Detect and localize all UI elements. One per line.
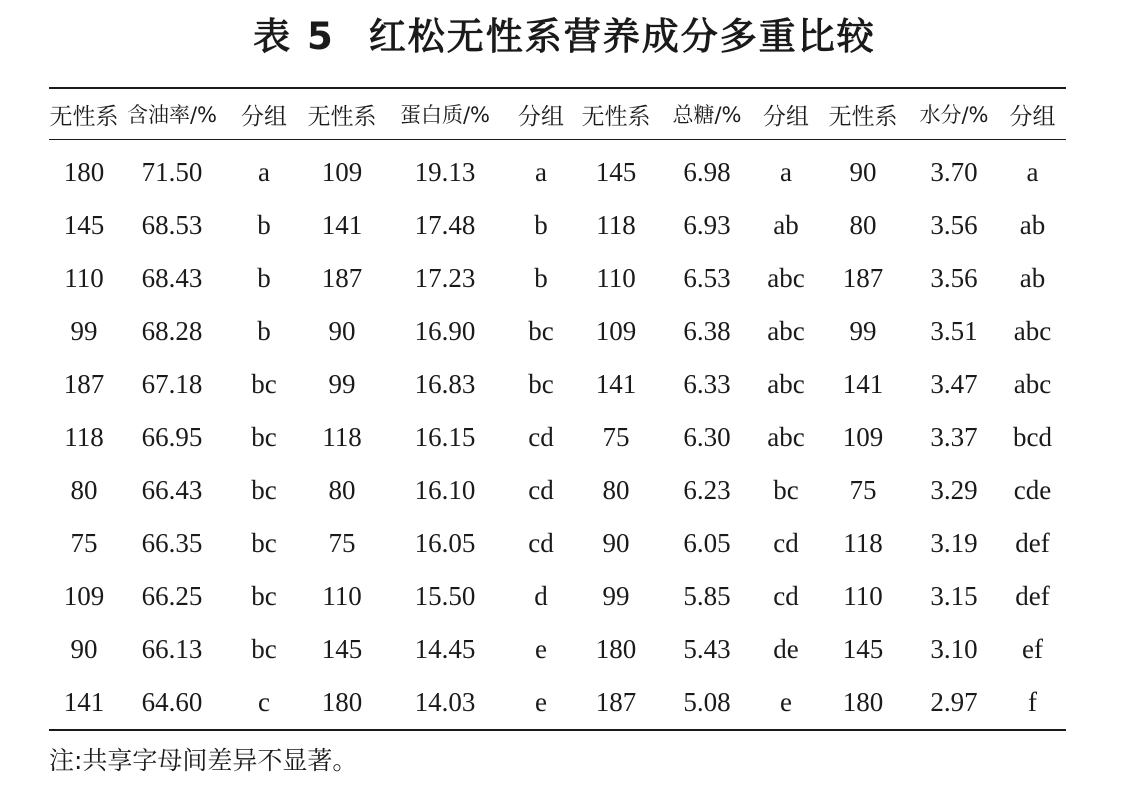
table-cell: a — [258, 157, 270, 187]
table-cell: 66.95 — [141, 422, 203, 452]
table-cell: 67.18 — [141, 369, 203, 399]
column-header: 无性系 — [307, 103, 377, 130]
table-cell: 99 — [70, 316, 98, 346]
table-cell: de — [773, 634, 799, 664]
table-cell: 90 — [849, 157, 877, 187]
table-cell: e — [535, 634, 547, 664]
table-cell: 80 — [328, 475, 356, 505]
table-cell: 16.83 — [414, 369, 476, 399]
table-cell: 5.85 — [683, 581, 731, 611]
table-cell: 145 — [63, 210, 105, 240]
table-cell: 16.05 — [414, 528, 476, 558]
table-row — [49, 199, 1066, 252]
table-cell: 17.23 — [414, 263, 476, 293]
table-cell: bc — [251, 422, 277, 452]
table-cell: 141 — [842, 369, 884, 399]
table-cell: 66.43 — [141, 475, 203, 505]
table-cell: 3.29 — [930, 475, 978, 505]
column-header: 分组 — [1009, 103, 1056, 130]
table-cell: 66.25 — [141, 581, 203, 611]
table-cell: a — [535, 157, 547, 187]
table-number: 表 5 — [253, 15, 335, 58]
table-cell: 6.93 — [683, 210, 731, 240]
table-row — [49, 358, 1066, 411]
table-title — [0, 12, 1129, 62]
table-cell: 180 — [63, 157, 105, 187]
table-cell: 187 — [595, 687, 637, 717]
table-cell: def — [1015, 581, 1050, 611]
table-cell: 3.47 — [930, 369, 978, 399]
table-cell: 6.53 — [683, 263, 731, 293]
table-cell: abc — [767, 316, 805, 346]
table-row — [49, 140, 1066, 200]
table-cell: abc — [767, 263, 805, 293]
table-cell: 66.13 — [141, 634, 203, 664]
column-header: 无性系 — [49, 103, 119, 130]
table-cell: 66.35 — [141, 528, 203, 558]
table-cell: 75 — [849, 475, 877, 505]
table-cell: 145 — [595, 157, 637, 187]
table-cell: 17.48 — [414, 210, 476, 240]
table-cell: 6.98 — [683, 157, 731, 187]
table-cell: ab — [1019, 263, 1046, 293]
table-cell: 180 — [321, 687, 363, 717]
comparison-table — [49, 87, 1066, 731]
table-cell: 14.45 — [414, 634, 476, 664]
table-cell: def — [1015, 528, 1050, 558]
table-cell: 64.60 — [141, 687, 203, 717]
table-cell: 3.10 — [930, 634, 978, 664]
table-cell: 90 — [328, 316, 356, 346]
table-cell: 99 — [849, 316, 877, 346]
table-cell: 6.33 — [683, 369, 731, 399]
table-cell: d — [534, 581, 548, 611]
table-cell: cd — [528, 475, 554, 505]
table-cell: 187 — [63, 369, 105, 399]
table-cell: cd — [528, 422, 554, 452]
table-cell: a — [1026, 157, 1039, 187]
table-cell: bcd — [1013, 422, 1052, 452]
column-header: 分组 — [241, 103, 287, 130]
table-cell: bc — [251, 634, 277, 664]
table-cell: bc — [251, 581, 277, 611]
table-cell: 180 — [595, 634, 637, 664]
table-cell: 110 — [64, 263, 104, 293]
column-header: 分组 — [518, 103, 564, 130]
table-cell: 3.70 — [930, 157, 978, 187]
table-cell: 6.38 — [683, 316, 731, 346]
table-cell: 141 — [595, 369, 637, 399]
table-cell: 90 — [602, 528, 630, 558]
table-cell: 109 — [321, 157, 363, 187]
table-cell: 109 — [842, 422, 884, 452]
table-cell: 145 — [321, 634, 363, 664]
table-row — [49, 570, 1066, 623]
table-cell: 68.28 — [141, 316, 203, 346]
table-cell: 99 — [328, 369, 356, 399]
table-cell: 75 — [70, 528, 98, 558]
table-cell: 3.15 — [930, 581, 978, 611]
table-cell: 80 — [849, 210, 877, 240]
table-cell: b — [534, 263, 548, 293]
table-cell: 16.90 — [414, 316, 476, 346]
table-row — [49, 623, 1066, 676]
table-cell: 187 — [842, 263, 884, 293]
table-cell: ab — [773, 210, 799, 240]
table-cell: e — [535, 687, 547, 717]
table-cell: 90 — [70, 634, 98, 664]
table-cell: 68.53 — [141, 210, 203, 240]
table-cell: f — [1028, 687, 1037, 717]
column-header: 含油率/% — [126, 103, 218, 127]
table-cell: 118 — [596, 210, 636, 240]
column-header: 蛋白质/% — [399, 103, 491, 127]
table-cell: cde — [1013, 475, 1052, 505]
table-cell: 3.19 — [930, 528, 978, 558]
table-cell: 110 — [596, 263, 636, 293]
table-cell: 180 — [842, 687, 884, 717]
table-cell: 109 — [595, 316, 637, 346]
table-cell: bc — [528, 369, 554, 399]
table-cell: 19.13 — [414, 157, 476, 187]
table-cell: 75 — [602, 422, 630, 452]
table-cell: 3.37 — [930, 422, 978, 452]
table-cell: 110 — [843, 581, 883, 611]
table-cell: 2.97 — [930, 687, 978, 717]
table-cell: 71.50 — [141, 157, 203, 187]
table-cell: b — [534, 210, 548, 240]
table-cell: bc — [773, 475, 799, 505]
table-cell: cd — [773, 528, 799, 558]
table-cell: 118 — [843, 528, 883, 558]
table-cell: bc — [251, 528, 277, 558]
column-header: 无性系 — [828, 103, 898, 130]
table-cell: 3.51 — [930, 316, 978, 346]
table-cell: 187 — [321, 263, 363, 293]
table-cell: 110 — [322, 581, 362, 611]
table-row — [49, 676, 1066, 730]
table-row — [49, 411, 1066, 464]
table-cell: bc — [528, 316, 554, 346]
table-cell: e — [780, 687, 792, 717]
table-cell: c — [258, 687, 270, 717]
table-cell: a — [780, 157, 792, 187]
table-cell: 6.05 — [683, 528, 731, 558]
table-cell: abc — [767, 369, 805, 399]
table-cell: 141 — [63, 687, 105, 717]
table-row — [49, 252, 1066, 305]
table-cell: ab — [1019, 210, 1046, 240]
column-header: 水分/% — [919, 103, 989, 127]
table-cell: 5.08 — [683, 687, 731, 717]
table-cell: 6.30 — [683, 422, 731, 452]
table-cell: 109 — [63, 581, 105, 611]
table-cell: 16.15 — [414, 422, 476, 452]
table-cell: cd — [773, 581, 799, 611]
table-row — [49, 305, 1066, 358]
table-cell: 80 — [602, 475, 630, 505]
table-cell: 118 — [64, 422, 104, 452]
table-cell: 16.10 — [414, 475, 476, 505]
table-cell: b — [257, 316, 271, 346]
column-header: 无性系 — [581, 103, 651, 130]
table-cell: 3.56 — [930, 263, 978, 293]
table-cell: 145 — [842, 634, 884, 664]
table-cell: bc — [251, 369, 277, 399]
table-row — [49, 464, 1066, 517]
table-cell: 5.43 — [683, 634, 731, 664]
table-cell: 15.50 — [414, 581, 476, 611]
table-cell: bc — [251, 475, 277, 505]
table-caption: 红松无性系营养成分多重比较 — [368, 15, 876, 58]
table-cell: 75 — [328, 528, 356, 558]
column-header: 分组 — [763, 103, 809, 130]
table-cell: abc — [1013, 316, 1052, 346]
table-cell: ef — [1022, 634, 1043, 664]
table-cell: b — [257, 210, 271, 240]
table-cell: cd — [528, 528, 554, 558]
table-header-row — [49, 88, 1066, 140]
table-cell: abc — [767, 422, 805, 452]
table-body — [49, 140, 1066, 731]
table-cell: 118 — [322, 422, 362, 452]
table-cell: 99 — [602, 581, 630, 611]
table-row — [49, 517, 1066, 570]
table-note: 注:共享字母间差异不显著。 — [49, 746, 358, 775]
table-cell: 14.03 — [414, 687, 476, 717]
table-cell: abc — [1013, 369, 1052, 399]
table-cell: 68.43 — [141, 263, 203, 293]
table-cell: 3.56 — [930, 210, 978, 240]
table-cell: 6.23 — [683, 475, 731, 505]
table-cell: 80 — [70, 475, 98, 505]
column-header: 总糖/% — [672, 103, 742, 127]
table-cell: 141 — [321, 210, 363, 240]
table-cell: b — [257, 263, 271, 293]
